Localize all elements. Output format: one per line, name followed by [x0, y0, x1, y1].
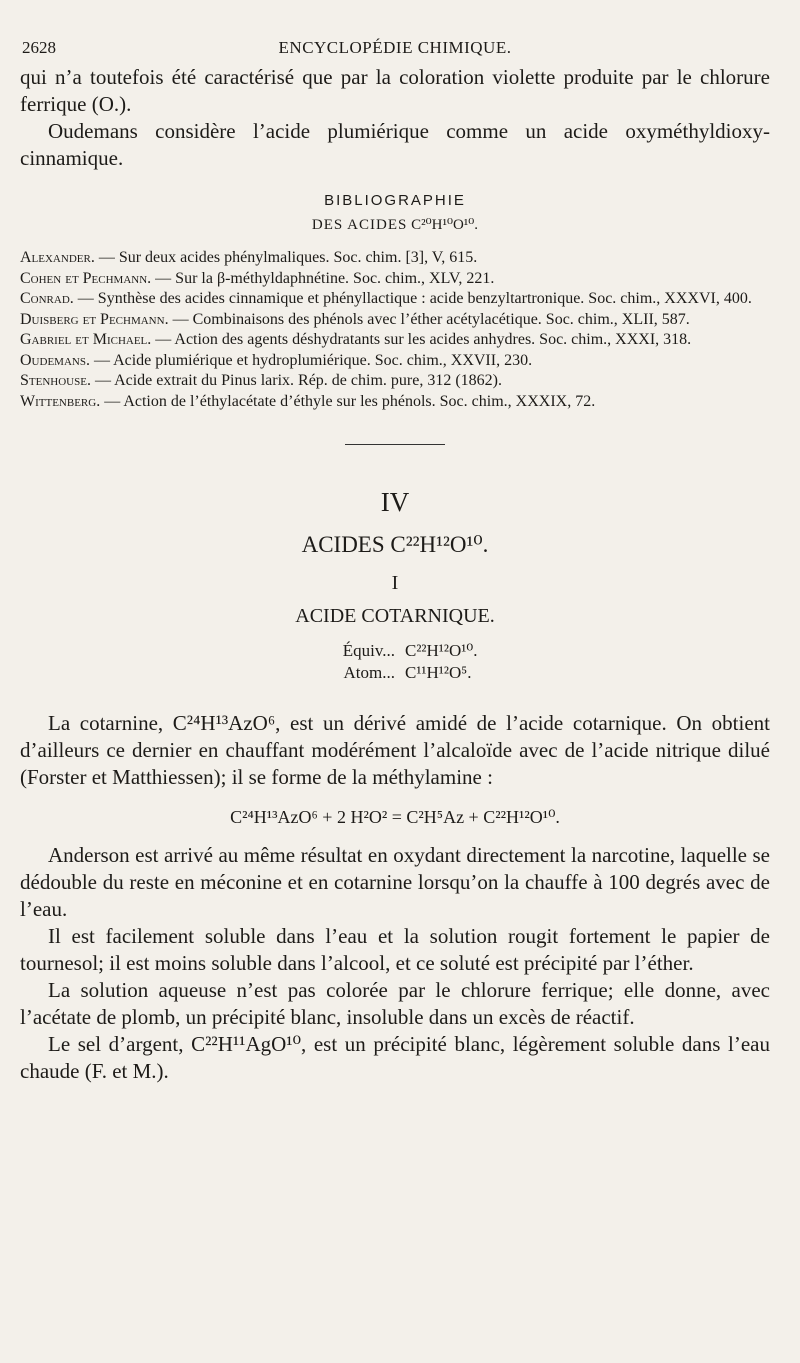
- bibliography-text: — Acide extrait du Pinus larix. Rép. de chim. pure, 312 (1862).: [90, 372, 502, 389]
- bibliography-text: — Acide plumiérique et hydroplumiérique. Soc. chim., XXVII, 230.: [89, 351, 533, 369]
- atom-formula: C¹¹H¹²O⁵.: [405, 663, 472, 682]
- body-paragraph: La cotarnine, C²⁴H¹³AzO⁶, est un dérivé amidé de l’acide cotarnique. On obtient d’ailleurs ce dernier en chauffant modérément l’alcaloïde avec de l’acide nitrique dilué (Forster et Matthiessen); il se forme de la méthylamine :: [20, 711, 770, 789]
- bibliography-text: — Synthèse des acides cinnamique et phényllactique : acide benzyltartronique. Soc. chim., XXXVI, 400.: [73, 290, 752, 307]
- page-number: 2628: [22, 38, 56, 57]
- intro-paragraph-2: Oudemans considère l’acide plumiérique comme un acide oxyméthyldioxy-cinnamique.: [20, 119, 770, 170]
- subsection-numeral: I: [391, 572, 399, 594]
- equiv-formula: C²²H¹²O¹⁰.: [405, 641, 478, 660]
- chemical-equation: C²⁴H¹³AzO⁶ + 2 H²O² = C²H⁵Az + C²²H¹²O¹⁰.: [230, 807, 560, 827]
- equiv-row: [265, 640, 525, 662]
- body-paragraph: Anderson est arrivé au même résultat en oxydant directement la narcotine, laquelle se dédouble du reste en méconine et en cotarnine lorsqu’on la chauffe à 100 degrés avec de l’eau.: [20, 843, 770, 921]
- intro-paragraph-1: qui n’a toutefois été caractérisé que par la coloration violette produite par le chlorure ferrique (O.).: [20, 65, 770, 116]
- equiv-label: Équiv...: [342, 641, 395, 660]
- page-header: [20, 38, 770, 64]
- bibliography-author: Wittenberg.: [20, 392, 101, 410]
- bibliography-entry: [20, 310, 770, 331]
- bibliography-author: Oudemans.: [20, 351, 90, 369]
- body-paragraph: La solution aqueuse n’est pas colorée par le chlorure ferrique; elle donne, avec l’acétate de plomb, un précipité blanc, insoluble dans un excès de réactif.: [20, 978, 770, 1029]
- bibliography-text: — Sur la β-méthyldaphnétine. Soc. chim., XLV, 221.: [151, 269, 495, 287]
- page: [20, 38, 770, 1085]
- bibliography-subheading-prefix: DES ACIDES: [311, 217, 408, 233]
- bibliography-list: [20, 248, 770, 412]
- body-paragraph: Il est facilement soluble dans l’eau et la solution rougit fortement le papier de tournesol; il est moins soluble dans l’alcool, et ce soluté est précipité par l’éther.: [20, 924, 770, 975]
- bibliography-entry: [20, 351, 770, 372]
- bibliography-author: Stenhouse.: [20, 372, 91, 389]
- section-numeral: IV: [380, 487, 410, 517]
- bibliography-heading: BIBLIOGRAPHIE: [324, 192, 466, 209]
- bibliography-text: — Combinaisons des phénols avec l’éther acétylacétique. Soc. chim., XLII, 587.: [168, 310, 690, 328]
- bibliography-author: Cohen et Pechmann.: [20, 269, 152, 287]
- bibliography-entry: [20, 248, 770, 269]
- bibliography-author: Duisberg et Pechmann.: [20, 310, 169, 328]
- bibliography-text: — Action des agents déshydratants sur les acides anhydres. Soc. chim., XXXI, 318.: [151, 331, 692, 348]
- bibliography-text: — Sur deux acides phénylmaliques. Soc. chim. [3], V, 615.: [94, 249, 478, 266]
- bibliography-text: — Action de l’éthylacétate d’éthyle sur les phénols. Soc. chim., XXXIX, 72.: [100, 392, 596, 410]
- bibliography-entry: [20, 392, 770, 413]
- bibliography-entry: [20, 330, 770, 351]
- section-divider: [345, 444, 445, 445]
- bibliography-subheading-formula: C²⁰H¹⁰O¹⁰.: [411, 217, 479, 233]
- bibliography-entry: [20, 289, 770, 310]
- subsection-title: ACIDE COTARNIQUE.: [295, 605, 495, 627]
- bibliography-author: Alexander.: [20, 249, 95, 266]
- bibliography-entry: [20, 269, 770, 290]
- bibliography-entry: [20, 371, 770, 392]
- formula-table: [265, 640, 525, 684]
- atom-row: [265, 662, 525, 684]
- bibliography-author: Conrad.: [20, 290, 74, 307]
- section-title: ACIDES C²²H¹²O¹⁰.: [301, 532, 489, 557]
- atom-label: Atom...: [343, 663, 395, 682]
- bibliography-subheading: [20, 215, 770, 234]
- body-paragraph: Le sel d’argent, C²²H¹¹AgO¹⁰, est un précipité blanc, légèrement soluble dans l’eau chaude (F. et M.).: [20, 1032, 770, 1083]
- bibliography-author: Gabriel et Michael.: [20, 331, 152, 348]
- running-title: ENCYCLOPÉDIE CHIMIQUE.: [278, 38, 512, 57]
